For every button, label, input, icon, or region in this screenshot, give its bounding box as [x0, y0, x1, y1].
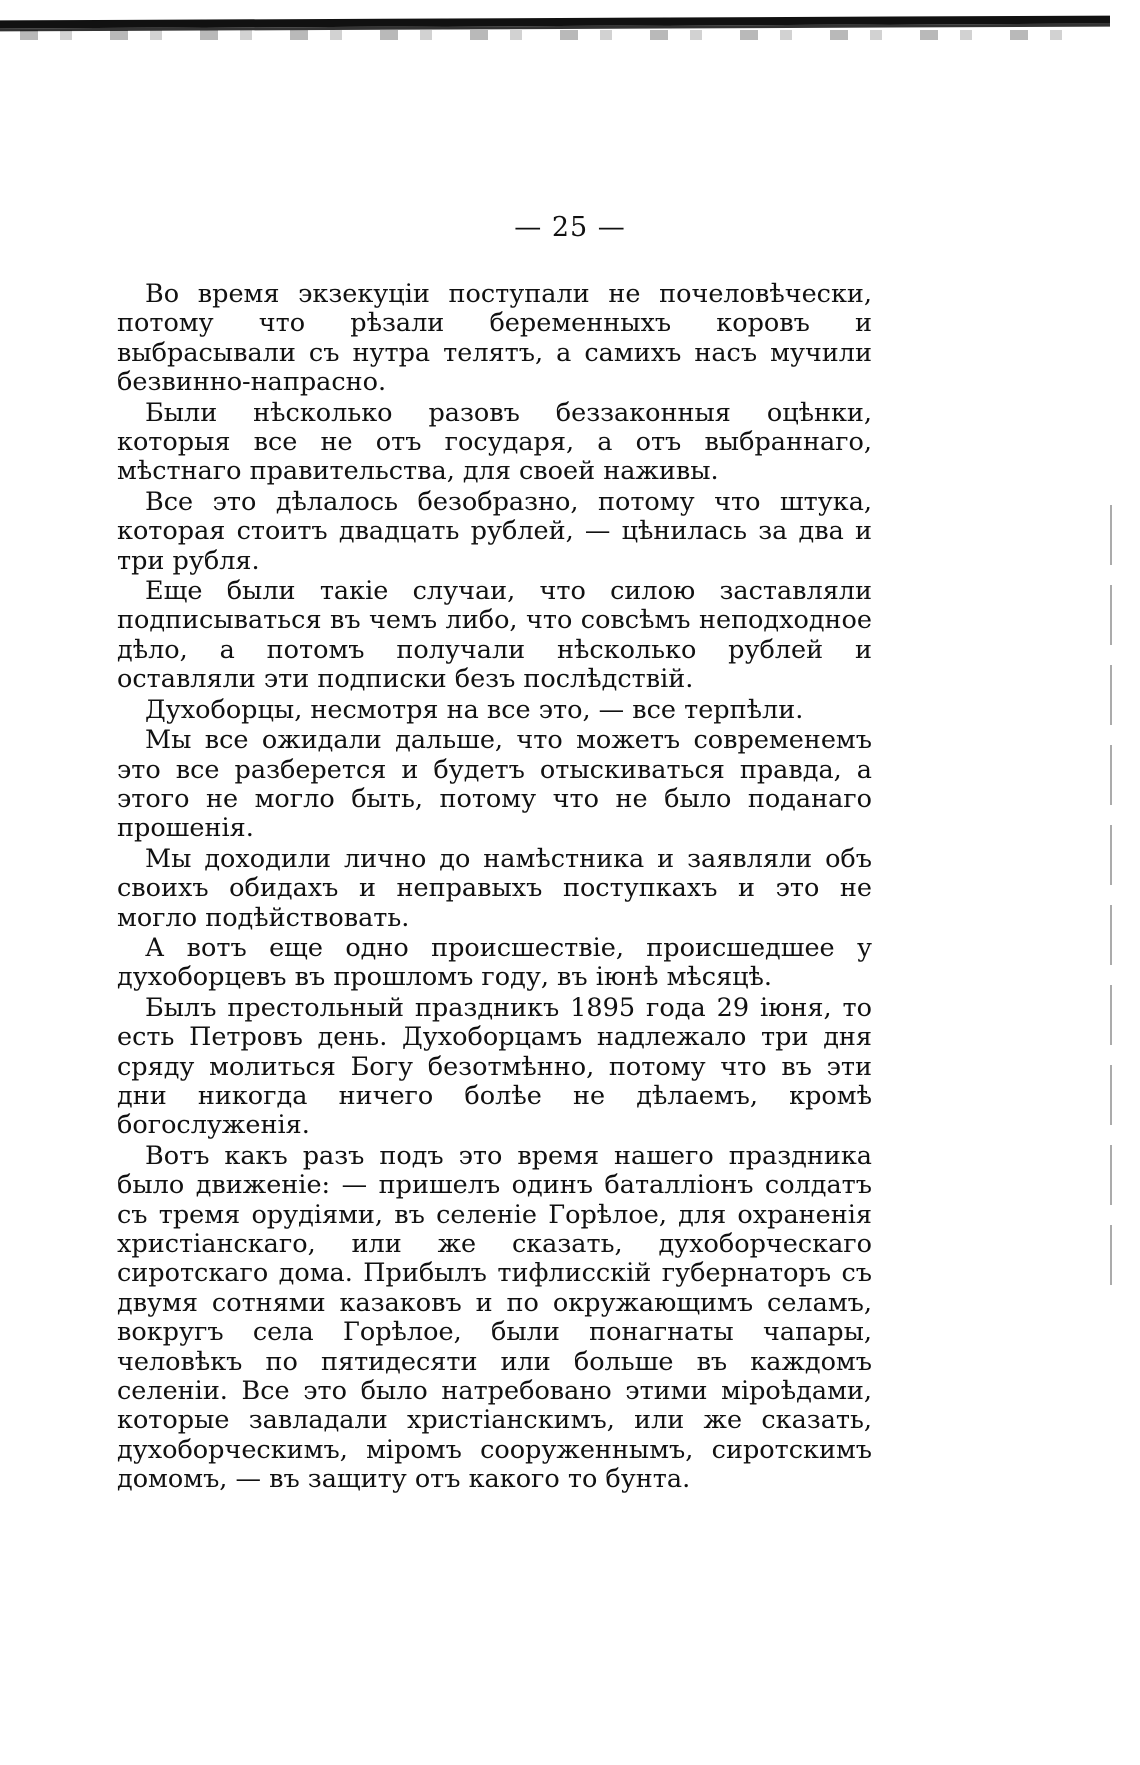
paragraph: Еще были такіе случаи, что силою заставляли подписываться въ чемъ либо, что совсѣмъ неподходное дѣло, а потомъ получали нѣсколько рублей и оставляли эти подписки безъ послѣдствій. [117, 576, 872, 695]
paragraph: Вотъ какъ разъ подъ это время нашего праздника было движеніе: — пришелъ одинъ баталліонъ солдатъ съ тремя орудіями, въ селеніе Горѣлое, для охраненія христіанскаго, или же сказать, духоборческаго сиротскаго дома. Прибылъ тифлисскій губернаторъ съ двумя сотнями казаковъ и по окружающимъ селамъ, вокругъ села Горѣлое, были понагнаты чапары, человѣкъ по пятидесяти или больше въ каждомъ селеніи. Все это было натребовано этими міроѣдами, которые завладали христіанскимъ, или же сказать, духоборческимъ, міромъ сооруженнымъ, сиротскимъ домомъ, — въ защиту отъ какого то бунта. [117, 1140, 872, 1495]
paragraph: Духоборцы, несмотря на все это, — все терпѣли. [145, 694, 804, 725]
paragraph: Мы доходили лично до намѣстника и заявляли объ своихъ обидахъ и неправыхъ поступкахъ и это не могло подѣйствовать. [117, 843, 872, 933]
paragraph: Во время экзекуціи поступали не почеловѣчески, потому что рѣзали беременныхъ коровъ и выбрасывали съ нутра телятъ, а самихъ насъ мучили безвинно-напрасно. [117, 279, 872, 398]
paragraph: Мы все ожидали дальше, что можетъ современемъ это все разберется и будетъ отыскиваться правда, а этого не могло быть, потому что не было поданаго прошенія. [117, 725, 872, 844]
body-text [117, 280, 872, 1496]
top-border-fray [20, 30, 1100, 40]
page-number: — 25 — [514, 212, 626, 243]
right-edge-mark [1110, 505, 1112, 1285]
paragraph: А вотъ еще одно происшествіе, происшедшее у духоборцевъ въ прошломъ году, въ іюнѣ мѣсяцѣ. [117, 932, 872, 993]
paragraph: Все это дѣлалось безобразно, потому что штука, которая стоитъ двадцать рублей, — цѣнилась за два и три рубля. [117, 486, 872, 576]
paragraph: Были нѣсколько разовъ беззаконныя оцѣнки, которыя все не отъ государя, а отъ выбраннаго, мѣстнаго правительства, для своей наживы. [117, 397, 872, 487]
paragraph: Былъ престольный праздникъ 1895 года 29 іюня, то есть Петровъ день. Духоборцамъ надлежало три дня сряду молиться Богу безотмѣнно, потому что въ эти дни никогда ничего болѣе не дѣлаемъ, кромѣ богослуженія. [117, 992, 872, 1141]
